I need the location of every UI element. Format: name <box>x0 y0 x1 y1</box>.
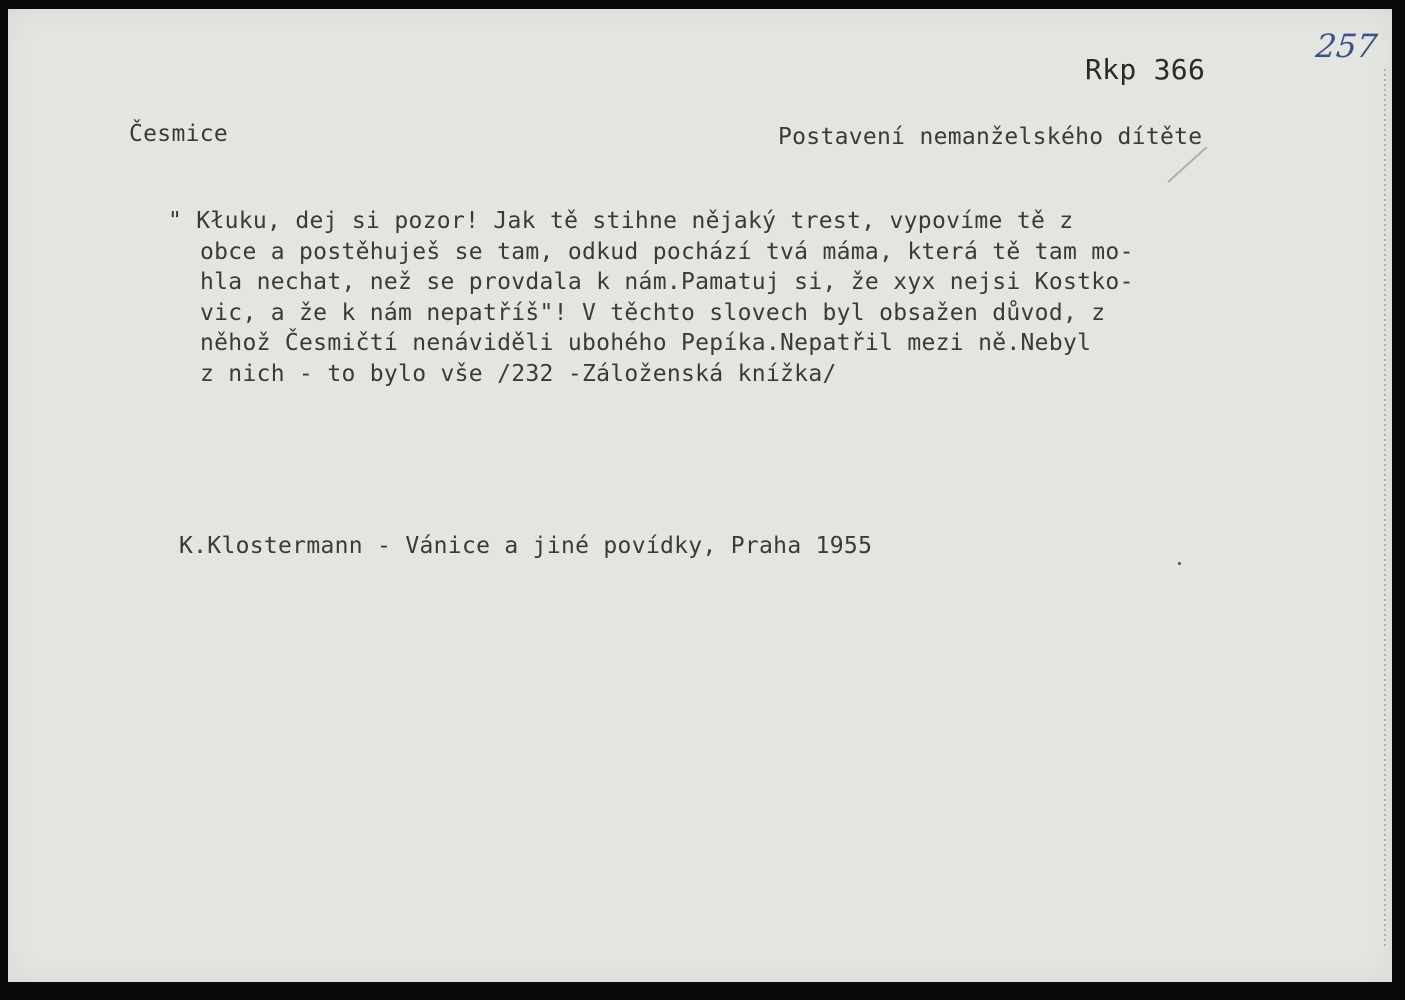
quote-line: hla nechat, než se provdala k nám.Pamatuj si, že xyx nejsi Kostko- <box>200 269 1134 295</box>
quote-line: obce a postěhuješ se tam, odkud pochází tvá máma, která tě tam mo- <box>200 238 1134 265</box>
folio-number: 257 <box>1314 27 1380 65</box>
index-card <box>8 9 1392 982</box>
quote-line: něhož Česmičtí nenáviděli ubohého Pepíka.Nepatřil mezi ně.Nebyl <box>200 330 1092 356</box>
quote-text <box>168 206 1134 389</box>
quote-line: " Kłuku, dej si pozor! Jak tě stihne nějaký trest, vypovíme tě z <box>168 208 1074 234</box>
source-citation: K.Klostermann - Vánice a jiné povídky, Praha 1955 <box>179 533 873 559</box>
place-name: Česmice <box>129 121 229 147</box>
ink-dot <box>1178 562 1181 565</box>
catalog-number: Rkp 366 <box>1085 53 1206 86</box>
pencil-stroke <box>1167 146 1207 182</box>
quote-line: z nich - to bylo vše /232 -Záloženská knížka/ <box>200 360 837 387</box>
topic-heading: Postavení nemanželského dítěte <box>778 124 1203 150</box>
quote-line: vic, a že k nám nepatříš"! V těchto slovech byl obsažen důvod, z <box>200 299 1106 326</box>
